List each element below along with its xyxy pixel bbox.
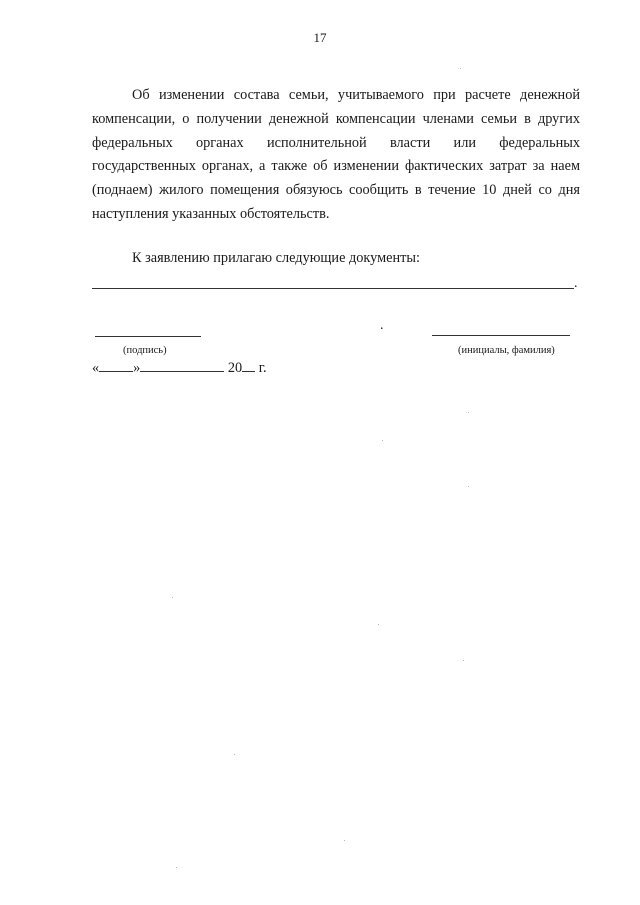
year-prefix: 20 — [227, 360, 243, 376]
signature-caption: (подпись) — [123, 345, 167, 356]
scan-speck — [468, 412, 469, 413]
scan-speck — [468, 486, 469, 487]
scan-speck — [378, 624, 379, 625]
name-line — [432, 335, 570, 336]
documents-line-end: . — [574, 276, 578, 291]
scan-speck — [344, 840, 345, 841]
scan-speck — [460, 68, 461, 69]
scan-speck — [176, 867, 177, 868]
documents-fill-line — [92, 288, 574, 289]
scan-speck — [382, 440, 383, 441]
name-caption: (инициалы, фамилия) — [458, 345, 555, 356]
obligation-paragraph: Об изменении состава семьи, учитываемого при расчете денежной компенсации, о получении денежной компенсации членами семьи в других федеральных органах исполнительной власти или федеральных государственных органах, а также об изменении фактических затрат за наем (поднаем) жилого помещения обязуюсь сообщить в течение 10 дней со дня наступления указанных обстоятельств. — [92, 87, 580, 222]
scan-speck — [172, 597, 173, 598]
signature-line — [95, 336, 201, 337]
scan-speck — [463, 660, 464, 661]
date-close-quote: » — [133, 360, 141, 376]
year-blank — [242, 359, 255, 372]
page-number: 17 — [313, 30, 327, 45]
scan-speck — [234, 754, 235, 755]
middle-mark: . — [380, 318, 384, 333]
year-suffix: г. — [255, 360, 267, 376]
date-row — [92, 359, 267, 377]
month-blank — [140, 359, 224, 372]
day-blank — [99, 359, 133, 372]
date-open-quote: « — [92, 360, 100, 376]
attachments-paragraph: К заявлению прилагаю следующие документы: — [132, 250, 420, 266]
